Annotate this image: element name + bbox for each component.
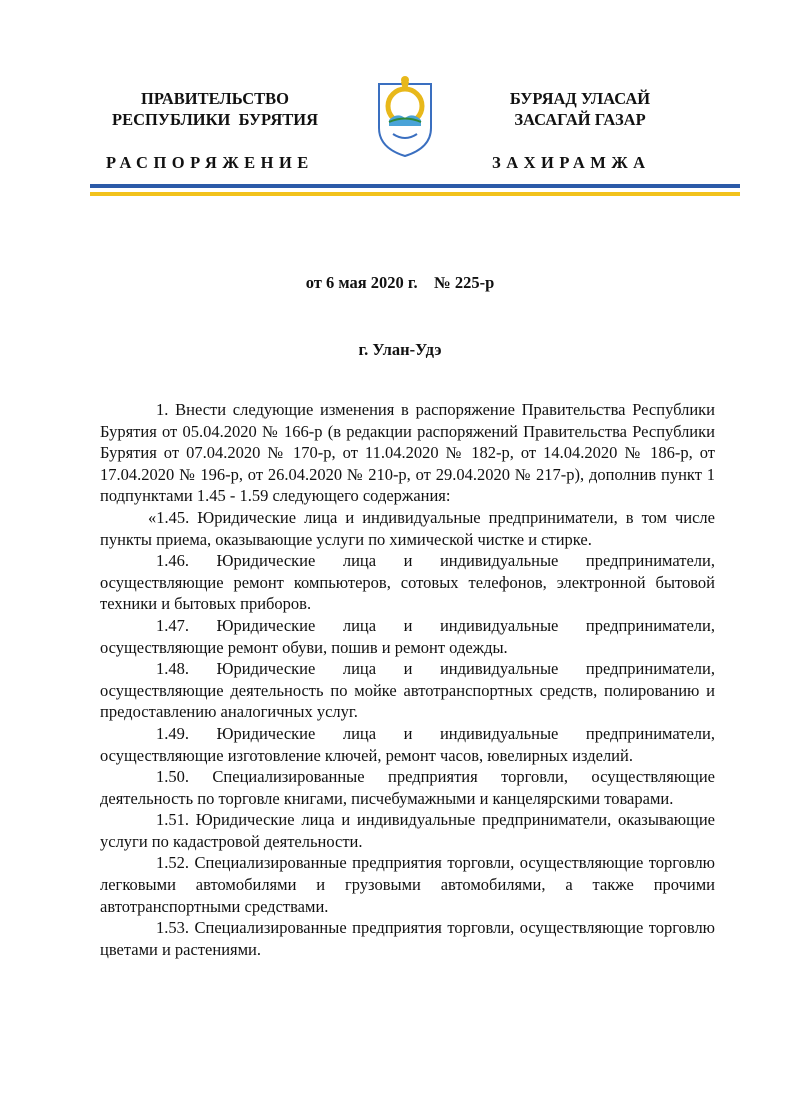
- government-name-bua-line2: ЗАСАГАЙ ГАЗАР: [514, 110, 646, 129]
- document-type-bua: ЗАХИРАМЖА: [492, 153, 651, 172]
- government-name-ru: [100, 88, 330, 130]
- document-body: [100, 399, 715, 960]
- paragraph-1: 1. Внести следующие изменения в распоряжение Правительства Республики Бурятия от 05.04.2020 № 166-р (в редакции распоряжений Правительства Республики Бурятия от 07.04.2020 № 170-р, от 11.04.2020 № 182-р, от 14.04.2020 № 186-р, от 17.04.2020 № 196-р, от 26.04.2020 № 210-р, от 29.04.2020 № 217-р), дополнив пункт 1 подпунктами 1.45 - 1.59 следующего содержания:: [100, 400, 715, 506]
- paragraph-1-46: 1.46. Юридические лица и индивидуальные предприниматели, осуществляющие ремонт компьютеров, сотовых телефонов, электронной бытовой техники и бытовых приборов.: [100, 551, 715, 614]
- document-type-ru: РАСПОРЯЖЕНИЕ: [106, 153, 314, 172]
- government-name-ru-line1: ПРАВИТЕЛЬСТВО: [141, 89, 289, 108]
- document-date-number: от 6 мая 2020 г. № 225-р: [305, 273, 495, 292]
- paragraph-1-50: 1.50. Специализированные предприятия торговли, осуществляющие деятельность по торговле книгами, писчебумажными и канцелярскими товарами.: [100, 767, 715, 808]
- header-stripe-blue: [90, 184, 740, 188]
- paragraph-1-49: 1.49. Юридические лица и индивидуальные предприниматели, осуществляющие изготовление ключей, ремонт часов, ювелирных изделий.: [100, 723, 715, 765]
- paragraph-1-47: 1.47. Юридические лица и индивидуальные предприниматели, осуществляющие ремонт обуви, пошив и ремонт одежды.: [100, 615, 715, 657]
- paragraph-1-48: 1.48. Юридические лица и индивидуальные предприниматели, осуществляющие деятельность по мойке автотранспортных средств, полированию и предоставлению аналогичных услуг.: [100, 659, 715, 722]
- government-name-bua: [470, 88, 690, 130]
- paragraph-1-52: 1.52. Специализированные предприятия торговли, осуществляющие торговлю легковыми автомобилями и грузовыми автомобилями, а также прочими автотранспортными средствами.: [100, 853, 715, 916]
- document-city: г. Улан-Удэ: [358, 340, 442, 359]
- paragraph-1-51: 1.51. Юридические лица и индивидуальные предприниматели, оказывающие услуги по кадастровой деятельности.: [100, 810, 715, 851]
- buryatia-coat-of-arms-icon: [375, 70, 435, 158]
- government-name-bua-line1: БУРЯАД УЛАСАЙ: [509, 89, 651, 108]
- header-stripe-yellow: [90, 192, 740, 196]
- paragraph-1-53: 1.53. Специализированные предприятия торговли, осуществляющие торговлю цветами и растениями.: [100, 918, 715, 959]
- government-name-ru-line2: РЕСПУБЛИКИ БУРЯТИЯ: [112, 110, 318, 129]
- paragraph-1-45: «1.45. Юридические лица и индивидуальные предприниматели, в том числе пункты приема, оказывающие услуги по химической чистке и стирке.: [100, 507, 715, 549]
